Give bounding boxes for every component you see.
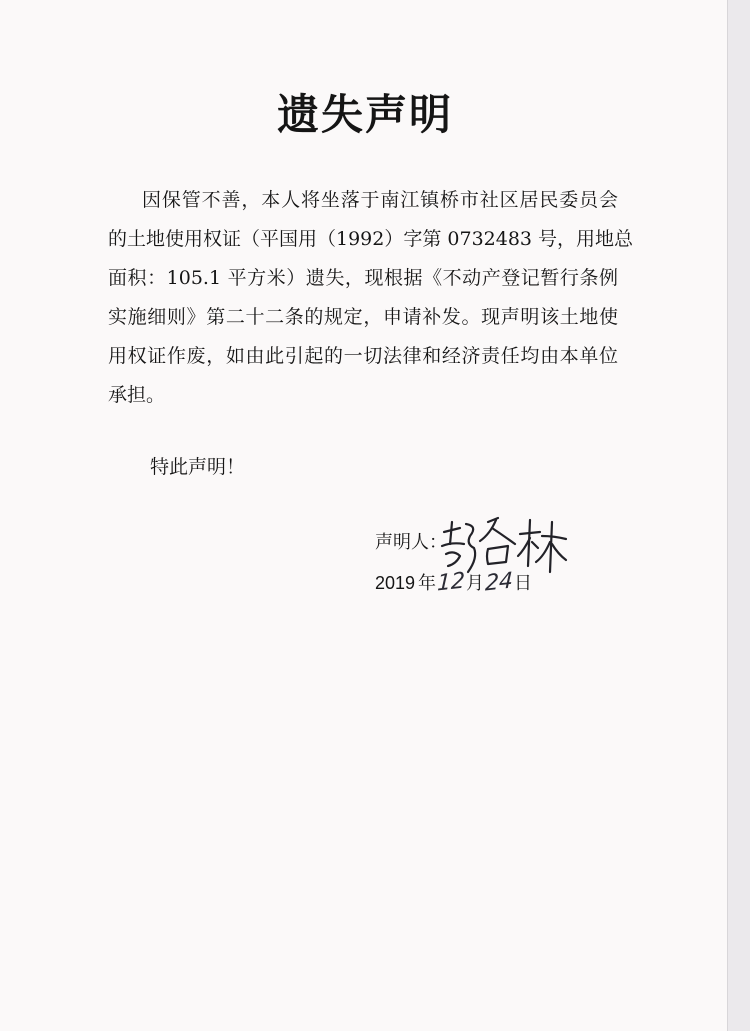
- date-day-unit: 日: [514, 573, 533, 594]
- date-line: [375, 565, 532, 602]
- date-year-unit: 年: [418, 573, 437, 594]
- body-line: 用权证作废，如由此引起的一切法律和经济责任均由本单位: [108, 345, 618, 367]
- date-day-handwritten: 24: [484, 568, 514, 597]
- scan-edge-strip: [727, 0, 750, 1031]
- page-title: 遗失声明: [276, 90, 453, 139]
- body-line: 承担。: [108, 384, 166, 406]
- date-month-unit: 月: [466, 573, 485, 594]
- date-month-handwritten: 12: [436, 568, 466, 597]
- date-year: 2019: [375, 573, 416, 593]
- body-line: 面积：105.1 平方米）遗失，现根据《不动产登记暂行条例: [108, 267, 618, 289]
- body-line: 因保管不善，本人将坐落于南江镇桥市社区居民委员会: [142, 189, 618, 211]
- closing-statement: 特此声明！: [150, 456, 246, 478]
- body-line: 的土地使用权证（平国用（1992）字第 0732483 号，用地总: [108, 228, 634, 250]
- body-line: 实施细则》第二十二条的规定，申请补发。现声明该土地使: [108, 306, 618, 328]
- declarant-label: 声明人：: [375, 532, 447, 553]
- declaration-body: [108, 181, 634, 415]
